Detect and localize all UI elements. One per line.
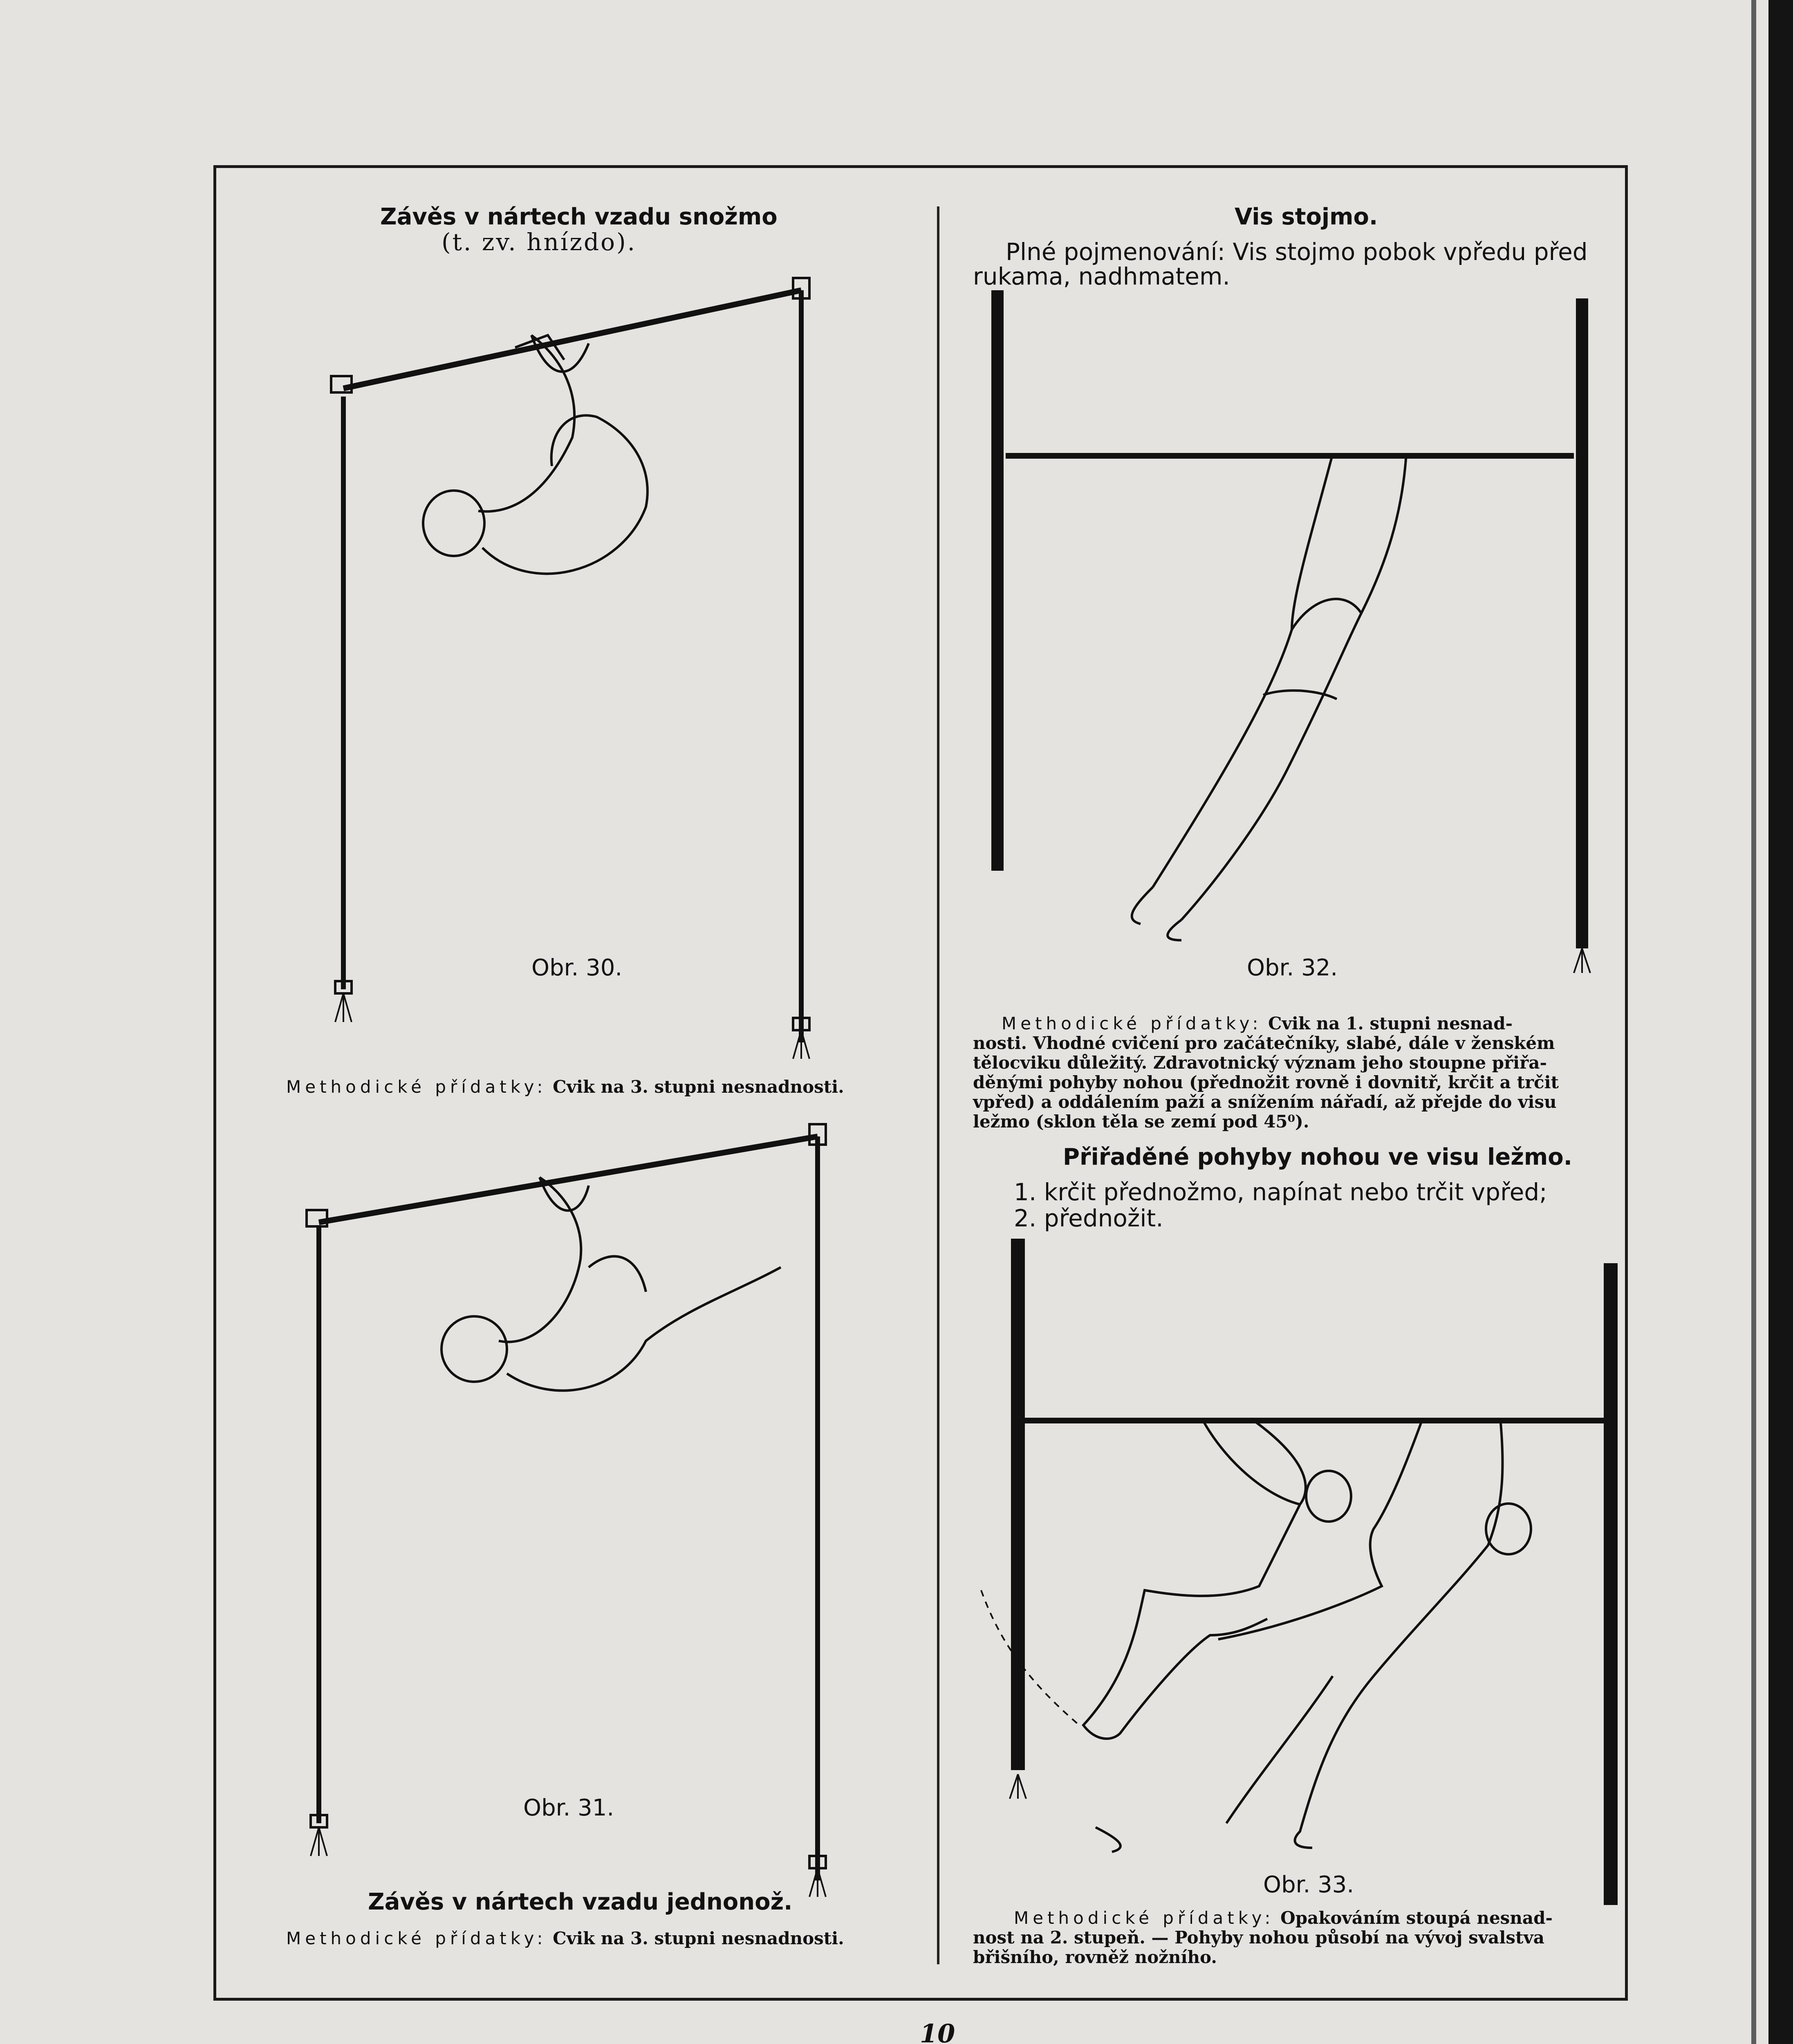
- note-4-line-2: nost na 2. stupeň. — Pohyby nohou působí na vývoj svalstva: [973, 1927, 1544, 1948]
- note-3-line-1: Cvik na 1. stupni nesnad-: [1268, 1013, 1513, 1033]
- note-4-line-3: břišního, rovněž nožního.: [973, 1947, 1217, 1967]
- figure-caption-obr-32: Obr. 32.: [1247, 955, 1338, 981]
- figure-obr-30-illustration: [319, 262, 850, 1071]
- note-3-line-3: tělocviku důležitý. Zdravotnický význam jeho stoupne přiřa-: [973, 1053, 1547, 1073]
- figure-caption-obr-33: Obr. 33.: [1263, 1871, 1354, 1898]
- figure-obr-32-illustration: [977, 286, 1631, 997]
- note-methodical-1: [286, 1077, 924, 1097]
- section-title-standing-hang: Vis stojmo.: [1235, 204, 1378, 230]
- full-name-line-1: Plné pojmenování: Vis stojmo pobok vpředu před: [1006, 238, 1588, 266]
- section-title-one-leg: Závěs v nártech vzadu jednonož.: [368, 1889, 793, 1915]
- note-3-line-6: ležmo (sklon těla se zemí pod 45⁰).: [973, 1112, 1309, 1132]
- note-methodical-3: [973, 1014, 1623, 1132]
- leg-movement-item-1: 1. krčit přednožmo, napínat nebo trčit vpřed;: [1014, 1178, 1547, 1206]
- leg-movement-item-2: 2. přednožit.: [1014, 1204, 1163, 1232]
- note-methodical-2: [286, 1929, 908, 1948]
- note-lead-4: Methodické přídatky:: [1014, 1908, 1275, 1928]
- note-text-2: Cvik na 3. stupni nesnadnosti.: [553, 1928, 844, 1948]
- column-divider: [937, 206, 939, 1964]
- page-edge-shadow: [1768, 0, 1793, 2044]
- full-name-line-2: rukama, nadhmatem.: [973, 262, 1230, 290]
- figure-caption-obr-31: Obr. 31.: [523, 1795, 614, 1821]
- note-3-line-5: vpřed) a oddálením paží a snížením nářadí, až přejde do visu: [973, 1092, 1557, 1112]
- note-lead-2: Methodické přídatky:: [286, 1928, 547, 1948]
- figure-caption-obr-30: Obr. 30.: [531, 955, 623, 981]
- note-methodical-4: [973, 1908, 1623, 1967]
- figure-obr-31-illustration: [294, 1120, 867, 1913]
- note-text-1: Cvik na 3. stupni nesnadnosti.: [553, 1077, 844, 1097]
- section-subtitle-nest: (t. zv. hnízdo).: [442, 228, 637, 256]
- page-number: 10: [920, 2019, 955, 2044]
- note-lead-3: Methodické přídatky:: [1002, 1013, 1262, 1033]
- note-4-line-1: Opakováním stoupá nesnad-: [1280, 1908, 1553, 1928]
- section-title-nest: Závěs v nártech vzadu snožmo: [380, 204, 778, 230]
- page-edge-line: [1751, 0, 1756, 2044]
- note-lead-1: Methodické přídatky:: [286, 1077, 547, 1097]
- section-title-leg-movements: Přiřaděné pohyby nohou ve visu ležmo.: [1063, 1144, 1572, 1170]
- figure-obr-33-illustration: [973, 1235, 1635, 1905]
- note-3-line-4: děnými pohyby nohou (přednožit rovně i dovnitř, krčit a trčit: [973, 1072, 1559, 1092]
- note-3-line-2: nosti. Vhodné cvičení pro začátečníky, slabé, dále v ženském: [973, 1033, 1555, 1053]
